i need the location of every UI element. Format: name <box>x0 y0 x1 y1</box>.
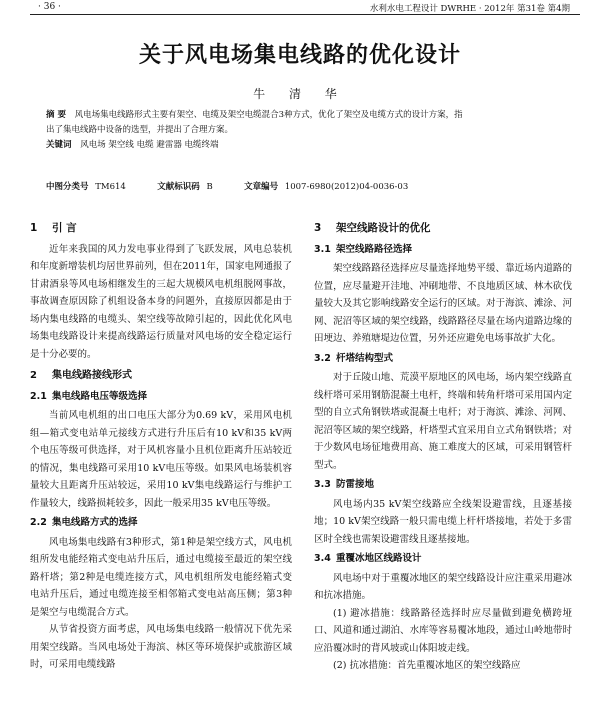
left-column <box>30 216 292 674</box>
abstract-line <box>46 108 554 123</box>
paragraph: 风电场集电线路有3种形式，第1种是架空线方式，风电机组所发电能经箱式变电站升压后，通过电缆接至最近的架空线路杆塔；第2种是电缆连接方式，风电机组所发电能经箱式变电站升压后，通过电缆连接至相邻箱式变电站高压侧；第3种是架空与电缆混合方式。 <box>30 536 292 618</box>
subsection-heading: 3.1 架空线路路径选择 <box>314 243 413 255</box>
clc-label: 中图分类号 <box>46 182 89 192</box>
paragraph: 从节省投资方面考虑，风电场集电线路一般情况下优先采用架空线路。当风电场处于海滨、林区等环境保护或旅游区域时，可采用电缆线路 <box>30 624 292 670</box>
paragraph: 对于丘陵山地、荒漠平原地区的风电场，场内架空线路直线杆塔可采用钢筋混凝土电杆，终端和转角杆塔可采用国内定型的自立式角钢铁塔或混凝土电杆；对于海滨、滩涂、河网、泥沼等区域的架空线路，杆塔型式宜采用自立式角钢铁塔；对于少数风电场征地费用高、施工难度大的区域，可采用钢管杆型式。 <box>314 372 572 471</box>
paragraph: 风电场内35 kV架空线路应全线架设避雷线，且逐基接地；10 kV架空线路一般只需电缆上杆杆塔接地，若处于多雷区时全线也需架设避雷线且逐基接地。 <box>314 498 572 545</box>
section-heading: 1 引 言 <box>30 222 77 234</box>
paragraph: (1) 避冰措施：线路路径选择时应尽量做到避免横跨垭口、风道和通过湖泊、水库等容易覆冰地段，通过山岭地带时应沿覆冰时的背风坡或山体阳坡走线。 <box>314 607 572 654</box>
paragraph: 近年来我国的风力发电事业得到了飞跃发展，风电总装机和年度新增装机均居世界前列，但在2011年，国家电网通报了甘肃酒泉等风电场相继发生的三起大规模风电机组脱网事故，事故调查原因除了机组设备本身的问题外，直接原因都是由于场内集电线路的电缆头、架空线等故障引起的，因此优化风电场集电线路设计来提高线路运行质量对风电场的安全稳定运行是十分必要的。 <box>30 243 292 360</box>
subsection-heading: 3.3 防雷接地 <box>314 479 375 490</box>
subsection-heading: 2.2 集电线路方式的选择 <box>30 517 138 528</box>
abstract-text: 出了集电线路中设备的选型，并提出了合理方案。 <box>46 125 234 135</box>
page-number: · 36 · <box>38 2 61 12</box>
article-id-value: 1007-6980(2012)04-0036-03 <box>284 182 409 192</box>
subsection-heading: 3.2 杆塔结构型式 <box>314 352 394 364</box>
classification-line <box>46 180 566 192</box>
keywords-text: 风电场 架空线 电缆 避雷器 电缆终端 <box>80 140 219 150</box>
abstract-label: 摘 要 <box>46 110 66 120</box>
right-column <box>314 216 572 675</box>
keywords-line <box>46 138 554 153</box>
subsection-heading: 3.4 重覆冰地区线路设计 <box>314 553 422 564</box>
author-name: 牛 清 华 <box>253 87 347 101</box>
abstract-text: 风电场集电线路形式主要有架空、电缆及架空电缆混合3种方式，优化了架空及电缆方式的设计方案，指 <box>74 110 463 120</box>
doc-code-value: B <box>206 182 213 192</box>
section-heading: 2 集电线路接线形式 <box>30 370 132 381</box>
paragraph: 风电场中对于重覆冰地区的架空线路设计应注重采用避冰和抗冰措施。 <box>314 572 572 601</box>
paper-title: 关于风电场集电线路的优化设计 <box>138 42 461 68</box>
doc-code-label: 文献标识码 <box>157 182 200 192</box>
clc-value: TM614 <box>95 182 126 192</box>
article-id-label: 文章编号 <box>244 182 279 192</box>
abstract-line <box>46 123 554 138</box>
section-heading: 3 架空线路设计的优化 <box>314 222 431 234</box>
paragraph: 架空线路路径选择应尽量选择地势平缓、靠近场内道路的位置，应尽量避开洼地、冲刷地带、不良地质区域、林木砍伐量较大及其它影响线路安全运行的区域。对于海滨、滩涂、河网、泥沼等区域的架空线路，线路路径尽量在场内道路边缘的田埂边、养殖塘堤边位置，另外还应避免电场事故扩大化。 <box>314 263 572 344</box>
header-rule <box>30 14 580 15</box>
running-header <box>0 0 600 16</box>
paragraph: 当前风电机组的出口电压大部分为0.69 kV，采用风电机组—箱式变电站单元接线方式进行升压后有10 kV和35 kV两个电压等级可供选择，对于风机容量小且机位距离升压站较近的情况，集电线路可采用10 kV电压等级。如果风电场装机容量较大且距离升压站较远，采用10 kV集电线路运行与维护工作量较大，线路损耗较多，因此一般采用35 kV电压等级。 <box>30 410 292 509</box>
subsection-heading: 2.1 集电线路电压等级选择 <box>30 390 148 402</box>
journal-info: 水利水电工程设计 DWRHE · 2012年 第31卷 第4期 <box>369 4 570 14</box>
abstract-block <box>46 108 554 153</box>
keywords-label: 关键词 <box>46 140 72 150</box>
paragraph: (2) 抗冰措施：首先重覆冰地区的架空线路应 <box>333 660 521 671</box>
